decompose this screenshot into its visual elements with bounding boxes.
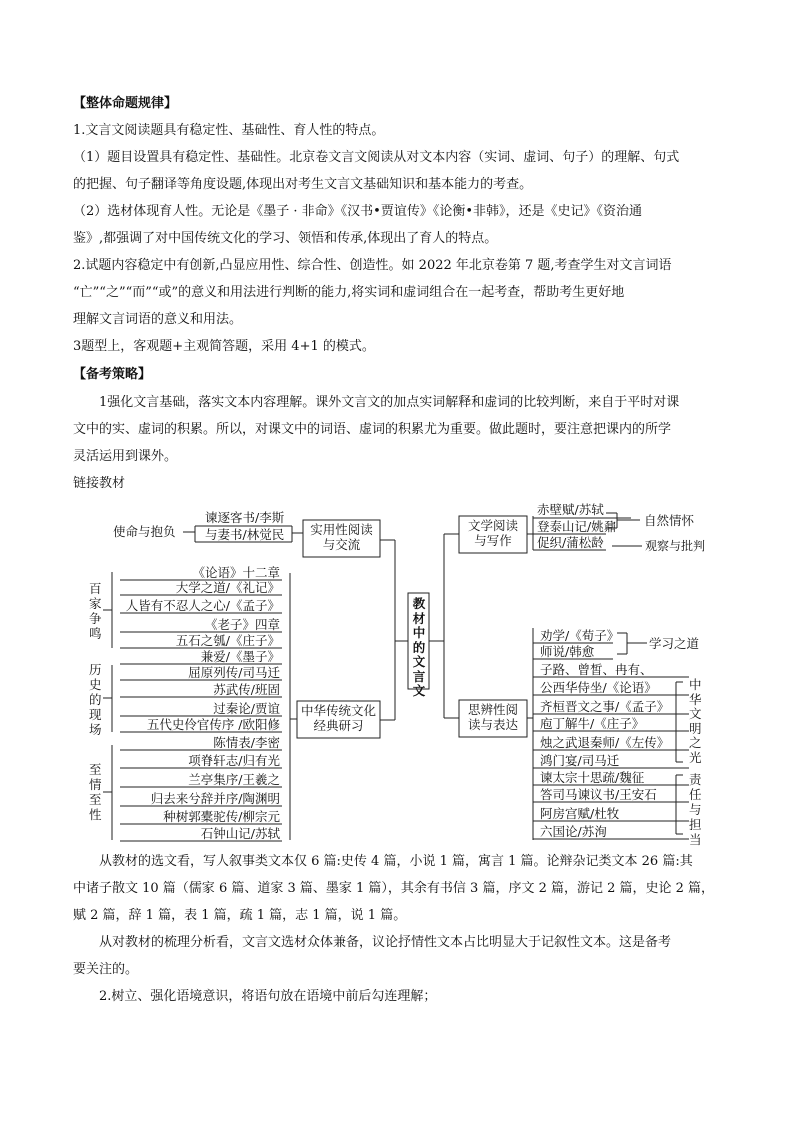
group-history-scene: 历史的现场: [89, 662, 102, 737]
node-line: 经典研习: [313, 718, 364, 733]
item-yuqishu: 与妻书/林觉民: [205, 527, 285, 542]
paragraph-8-line-1: 从教材的选文看，写人叙事类文本仅 6 篇:史传 4 篇，小说 1 篇，寓言 1 篇。论辩杂记类文本 26 篇:其: [99, 854, 693, 869]
list-item: 陈情表/李密: [213, 735, 280, 750]
list-item: 五石之瓠/《庄子》: [175, 633, 280, 648]
heading-overall-rules: 【整体命题规律】: [73, 96, 178, 111]
list-item: 公西华侍坐/《论语》: [540, 680, 657, 695]
list-item: 大学之道/《礼记》: [175, 580, 280, 595]
heading-prep-strategy: 【备考策略】: [73, 367, 152, 382]
list-item: 兼爱/《墨子》: [200, 649, 280, 664]
list-item: 齐桓晋文之事/《孟子》: [540, 699, 670, 714]
list-item: 谏太宗十思疏/魏征: [540, 770, 645, 785]
paragraph-4-line-1: 2.试题内容稳定中有创新,凸显应用性、综合性、创造性。如 2022 年北京卷第 7 题,考查学生对文言词语: [73, 258, 672, 273]
list-item: 兰亭集序/王羲之: [188, 772, 280, 787]
list-item: 子路、曾皙、冉有、: [540, 662, 653, 677]
paragraph-6-line-3: 灵活运用到课外。: [73, 449, 178, 464]
label-responsibility: 责任与担当: [689, 772, 702, 847]
node-line: 实用性阅读: [310, 522, 373, 537]
list-item: 六国论/苏洵: [540, 824, 607, 839]
list-item: 答司马谏议书/王安石: [540, 787, 657, 802]
list-item: 种树郭橐驼传/柳宗元: [163, 809, 280, 824]
paragraph-6-line-1: 1强化文言基础，落实文本内容理解。课外文言文的加点实词解释和虚词的比较判断，来自于平时对课: [99, 395, 680, 410]
paragraph-4-line-3: 理解文言词语的意义和用法。: [73, 312, 243, 327]
paragraph-8-line-3: 赋 2 篇，辞 1 篇，表 1 篇，疏 1 篇，志 1 篇，说 1 篇。: [73, 908, 407, 923]
list-item: 过秦论/贾谊: [213, 701, 280, 716]
list-item: 鸿门宴/司马迁: [540, 753, 620, 768]
list-item: 烛之武退秦师/《左传》: [540, 735, 670, 750]
paragraph-4-line-2: “亡”“之”“而”“或”的意义和用法进行判断的能力,将实词和虚词组合在一起考查，帮助考生更好地: [73, 285, 625, 300]
group-mission: 使命与抱负: [113, 524, 176, 539]
list-item: 人皆有不忍人之心/《孟子》: [125, 598, 280, 613]
group-hundred-schools: 百家争鸣: [89, 581, 102, 641]
paragraph-9-line-2: 要关注的。: [73, 962, 139, 977]
label-learning: 学习之道: [649, 636, 700, 651]
label-observe: 观察与批判: [645, 539, 706, 553]
paragraph-10: 2.树立、强化语境意识，将语句放在语境中前后勾连理解；: [99, 989, 437, 1004]
label-civilization: 中华文明之光: [689, 677, 702, 765]
list-item: 庖丁解牛/《庄子》: [540, 716, 645, 731]
node-line: 读与表达: [467, 717, 518, 732]
link-textbook-label: 链接教材: [73, 476, 126, 491]
list-item: 苏武传/班固: [213, 682, 280, 697]
node-line: 文学阅读: [467, 518, 518, 533]
paragraph-2-line-1: （1）题目设置具有稳定性、基础性。北京卷文言文阅读从对文本内容（实词、虚词、句子）的理解、句式: [73, 150, 680, 165]
paragraph-3-line-1: （2）选材体现育人性。无论是《墨子 · 非命》《汉书•贾谊传》《论衡•非韩》，还是《史记》《资治通: [73, 204, 643, 219]
list-item: 归去来兮辞并序/陶渊明: [150, 791, 280, 806]
paragraph-6-line-2: 文中的实、虚词的积累。所以，对课文中的词语、虚词的积累尤为重要。做此题时，要注意把课内的所学: [73, 422, 672, 437]
group-true-feelings: 至情至性: [89, 762, 102, 822]
center-title: 教材中的文言文: [412, 596, 426, 698]
list-item: 《论语》十二章: [192, 565, 280, 580]
list-item: 五代史伶官传序 /欧阳修: [146, 717, 280, 732]
textbook-mindmap-diagram: [0, 495, 794, 845]
list-item: 阿房宫赋/杜牧: [540, 806, 620, 821]
list-item: 石钟山记/苏轼: [200, 826, 280, 841]
item-jianzhukeshu: 谏逐客书/李斯: [205, 510, 285, 525]
list-item: 师说/韩愈: [540, 644, 595, 659]
paragraph-1: 1.文言文阅读题具有稳定性、基础性、育人性的特点。: [73, 123, 385, 138]
node-line: 与写作: [474, 533, 512, 548]
label-nature: 自然情怀: [644, 513, 695, 528]
list-item: 促织/蒲松龄: [537, 535, 604, 550]
node-line: 与交流: [322, 537, 361, 552]
node-line: 思辨性阅: [467, 702, 518, 717]
list-item: 赤壁赋/苏轼: [537, 502, 604, 517]
paragraph-8-line-2: 中诸子散文 10 篇（儒家 6 篇、道家 3 篇、墨家 1 篇），其余有书信 3 篇，序文 2 篇，游记 2 篇，史论 2 篇，: [73, 881, 715, 896]
paragraph-3-line-2: 鉴》,都强调了对中国传统文化的学习、领悟和传承,体现出了育人的特点。: [73, 231, 498, 246]
list-item: 项脊轩志/归有光: [188, 753, 280, 768]
list-item: 屈原列传/司马迁: [188, 665, 280, 680]
list-item: 劝学/《荀子》: [540, 628, 620, 643]
paragraph-5: 3题型上，客观题+主观简答题，采用 4+1 的模式。: [73, 339, 375, 354]
list-item: 《老子》四章: [204, 617, 280, 632]
paragraph-9-line-1: 从对教材的梳理分析看，文言文选材众体兼备，议论抒情性文本占比明显大于记叙性文本。这是备考: [99, 935, 672, 950]
paragraph-2-line-2: 的把握、句子翻译等角度设题,体现出对考生文言文基础知识和基本能力的考查。: [73, 177, 533, 192]
node-line: 中华传统文化: [300, 703, 376, 718]
list-item: 登泰山记/姚鼐: [537, 519, 617, 534]
